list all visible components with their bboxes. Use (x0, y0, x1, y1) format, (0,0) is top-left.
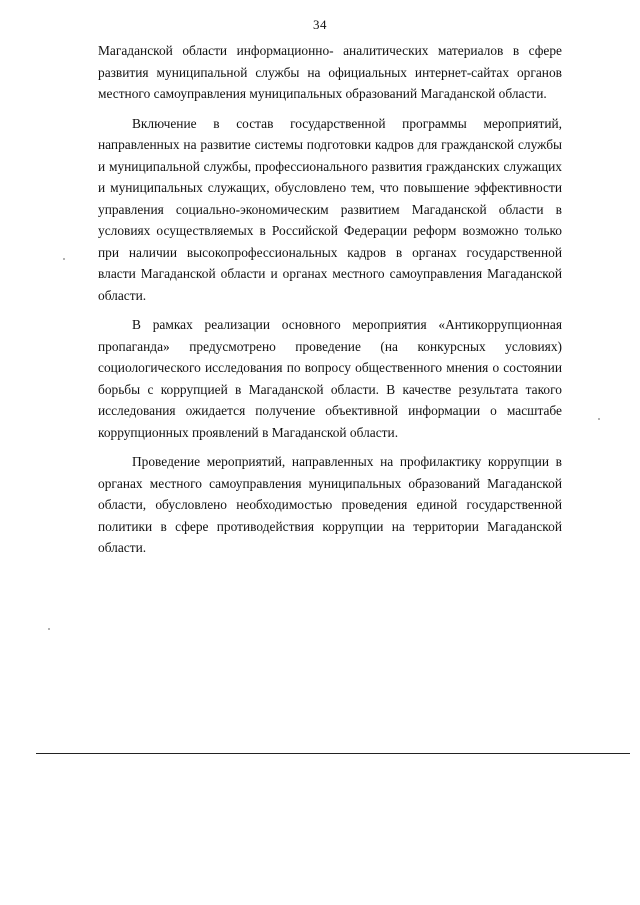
paragraph-continuation: Магаданской области информационно- аналитических материалов в сфере развития муниципальной службы на официальных интернет-сайтах органов местного самоуправления муниципальных образований Магаданской области. (98, 43, 562, 101)
paragraph-anticorruption-propaganda: В рамках реализации основного мероприятия «Антикоррупционная пропаганда» предусмотрено проведение (на конкурсных условиях) социологического исследования по вопросу общественного мнения о состоянии борьбы с коррупцией в Магаданской области. В качестве результата такого исследования ожидается получение объективной информации о масштабе коррупционных проявлений в Магаданской области. (98, 317, 562, 440)
page-number: 34 (313, 17, 327, 32)
scan-speck (48, 628, 50, 630)
paragraph-corruption-prevention: Проведение мероприятий, направленных на профилактику коррупции в органах местного самоуправления муниципальных образований Магаданской области, обусловлено необходимостью проведения единой государственной политики в сфере противодействия коррупции на территории Магаданской области. (98, 454, 562, 555)
scan-speck (598, 418, 600, 420)
scan-speck (63, 258, 65, 260)
footer-rule (36, 753, 630, 754)
paragraph-training-programs: Включение в состав государственной программы мероприятий, направленных на развитие системы подготовки кадров для гражданской службы и муниципальной службы, профессионального развития гражданских служащих и муниципальных служащих, обусловлено тем, что повышение эффективности управления социально-экономическим развитием Магаданской области в условиях осуществляемых в Российской Федерации реформ возможно только при наличии высокопрофессиональных кадров в органах государственной власти Магаданской области и органах местного самоуправления Магаданской области. (98, 115, 562, 303)
document-body (98, 40, 562, 559)
